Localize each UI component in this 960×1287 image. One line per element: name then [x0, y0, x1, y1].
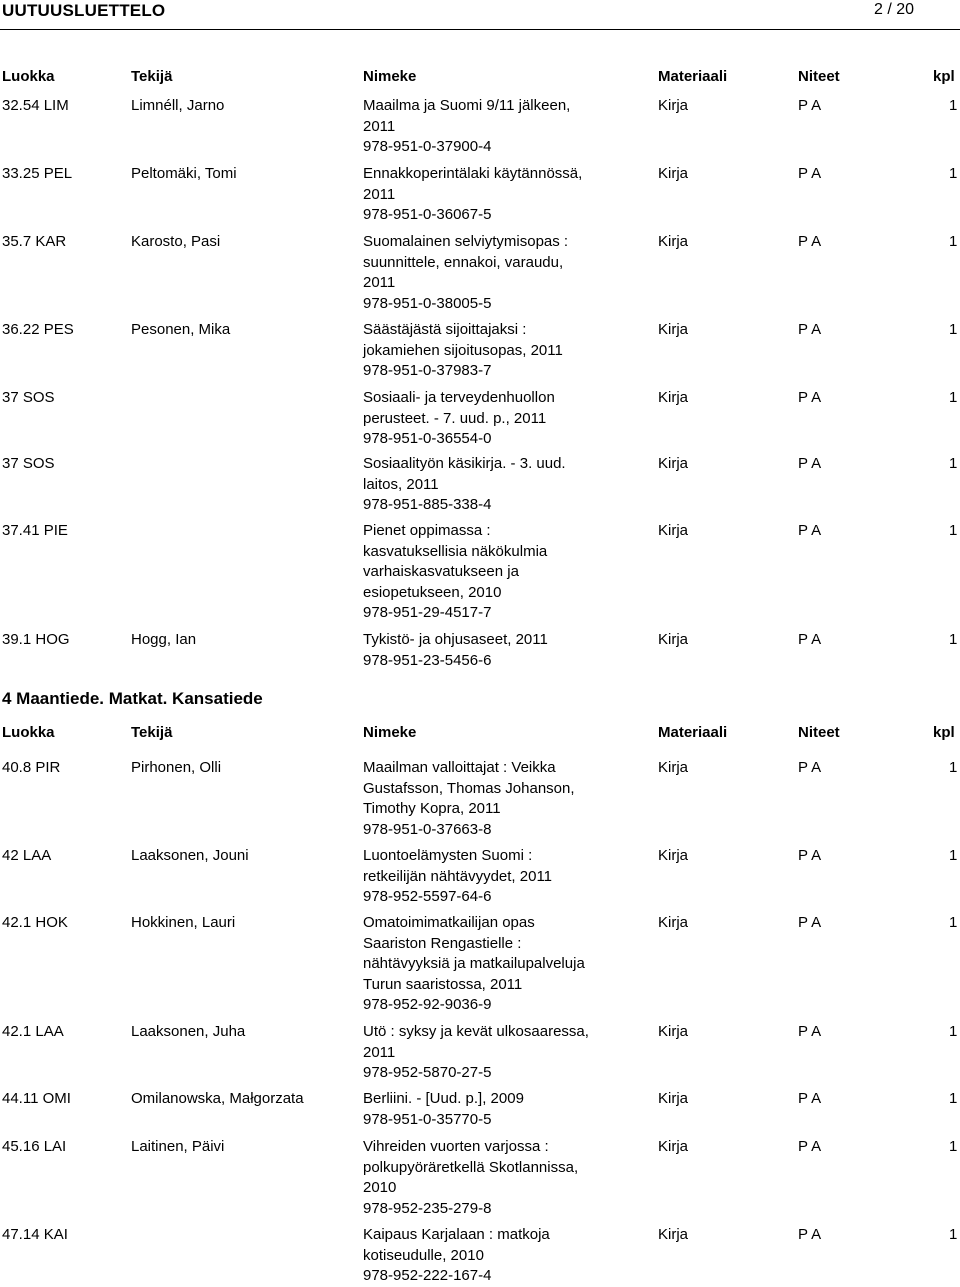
entry-author: Limnéll, Jarno	[131, 97, 225, 114]
page-number: 2 / 20	[873, 1, 914, 18]
entry-author: Hogg, Ian	[131, 631, 197, 648]
entry-title-line: Omatoimimatkailijan opas	[363, 914, 535, 931]
entry-author: Laaksonen, Juha	[131, 1023, 246, 1040]
entry-class-code: 40.8 PIR	[2, 759, 61, 776]
section-title: 4 Maantiede. Matkat. Kansatiede	[2, 689, 263, 708]
entry-title-line: Timothy Kopra, 2011	[363, 800, 501, 817]
column-header-luokka: Luokka	[2, 68, 55, 85]
entry-material: Kirja	[658, 1138, 689, 1155]
entry-quantity: 1	[949, 1138, 958, 1155]
entry-class-code: 35.7 KAR	[2, 233, 67, 250]
entry-title-line: 978-951-0-37663-8	[363, 820, 492, 838]
entry-title-line: 2011	[363, 274, 396, 291]
entry-class-code: 42.1 LAA	[2, 1023, 64, 1040]
entry-title-block	[363, 913, 643, 1016]
entry-quantity: 1	[949, 97, 958, 114]
entry-material: Kirja	[658, 847, 689, 864]
catalogue-entry	[0, 320, 960, 382]
entry-title-line: 978-952-5870-27-5	[363, 1064, 492, 1081]
entry-quantity: 1	[949, 759, 958, 776]
entry-material: Kirja	[658, 321, 689, 338]
column-header-niteet: Niteet	[798, 724, 840, 741]
entry-title-line: Luontoelämysten Suomi :	[363, 847, 533, 864]
entry-title-line: 978-951-0-36554-0	[363, 430, 492, 447]
entry-title-line: Turun saaristossa, 2011	[363, 975, 523, 993]
entry-title-block	[363, 388, 643, 450]
entry-title-line: Kaipaus Karjalaan : matkoja	[363, 1226, 550, 1243]
entry-class-code: 37.41 PIE	[2, 522, 68, 539]
column-header-tekija: Tekijä	[131, 724, 173, 741]
entry-title-line: Maailman valloittajat : Veikka	[363, 759, 556, 776]
entry-title-line: polkupyöräretkellä Skotlannissa,	[363, 1158, 579, 1176]
entry-title-line: 978-951-0-36067-5	[363, 206, 492, 223]
entry-title-line: esiopetukseen, 2010	[363, 583, 502, 601]
catalogue-entry	[0, 913, 960, 1016]
column-header-row	[0, 68, 960, 90]
entry-title-line: 2011	[363, 185, 396, 203]
entry-class-code: 32.54 LIM	[2, 97, 69, 114]
entry-title-block	[363, 846, 643, 908]
entry-material: Kirja	[658, 522, 689, 539]
entry-title-line: kasvatuksellisia näkökulmia	[363, 542, 548, 560]
entry-author: Omilanowska, Małgorzata	[131, 1090, 304, 1107]
entry-material: Kirja	[658, 914, 689, 931]
entry-title-line: nähtävyyksiä ja matkailupalveluja	[363, 955, 585, 972]
entry-class-code: 37 SOS	[2, 389, 55, 406]
entry-copies-location: P A	[798, 914, 822, 931]
column-header-kpl: kpl	[933, 724, 955, 741]
entry-copies-location: P A	[798, 759, 822, 776]
column-header-materiaali: Materiaali	[658, 68, 728, 85]
entry-title-line: Vihreiden vuorten varjossa :	[363, 1138, 549, 1155]
entry-title-block	[363, 96, 643, 158]
entry-class-code: 37 SOS	[2, 455, 55, 472]
entry-copies-location: P A	[798, 1138, 822, 1155]
entry-material: Kirja	[658, 631, 689, 648]
entry-quantity: 1	[949, 455, 958, 472]
entry-copies-location: P A	[798, 1023, 822, 1040]
entry-title-block	[363, 1137, 643, 1219]
entry-title-block	[363, 1022, 643, 1084]
entry-title-line: jokamiehen sijoitusopas, 2011	[363, 341, 563, 359]
entry-title-block	[363, 164, 643, 226]
entry-quantity: 1	[949, 389, 958, 406]
entry-title-line: varhaiskasvatukseen ja	[363, 563, 519, 580]
entry-title-line: laitos, 2011	[363, 475, 439, 493]
catalogue-entry	[0, 388, 960, 450]
entry-title-line: 978-951-0-38005-5	[363, 294, 492, 312]
entry-class-code: 44.11 OMI	[2, 1090, 71, 1107]
entry-title-line: 978-951-0-35770-5	[363, 1110, 492, 1128]
entry-title-line: 978-951-0-37900-4	[363, 138, 492, 155]
entry-quantity: 1	[949, 165, 958, 182]
entry-copies-location: P A	[798, 1090, 822, 1107]
entry-title-line: retkeilijän nähtävyydet, 2011	[363, 867, 553, 885]
entry-title-line: Ennakkoperintälaki käytännössä,	[363, 165, 583, 182]
column-header-materiaali: Materiaali	[658, 724, 728, 741]
entry-author: Pirhonen, Olli	[131, 759, 222, 776]
entry-title-block	[363, 232, 643, 314]
entry-title-line: 978-951-29-4517-7	[363, 604, 492, 621]
page-header	[0, 0, 960, 30]
entry-title-line: Gustafsson, Thomas Johanson,	[363, 779, 575, 797]
entry-copies-location: P A	[798, 522, 822, 539]
catalogue-entry	[0, 1089, 960, 1130]
catalogue-entry	[0, 164, 960, 226]
entry-title-line: Sosiaali- ja terveydenhuollon	[363, 389, 555, 406]
column-header-nimeke: Nimeke	[363, 724, 417, 741]
entry-title-block	[363, 521, 643, 624]
catalogue-entry	[0, 232, 960, 314]
entry-class-code: 36.22 PES	[2, 321, 74, 338]
entry-title-line: Berliini. - [Uud. p.], 2009	[363, 1090, 524, 1107]
entry-quantity: 1	[949, 233, 958, 250]
entry-class-code: 47.14 KAI	[2, 1226, 68, 1243]
entry-title-line: Sosiaalityön käsikirja. - 3. uud.	[363, 455, 566, 472]
entry-title-line: 2011	[363, 1043, 396, 1061]
catalogue-entry	[0, 1225, 960, 1287]
entry-title-block	[363, 758, 643, 840]
entry-title-line: suunnittele, ennakoi, varaudu,	[363, 253, 564, 271]
entry-title-line: Maailma ja Suomi 9/11 jälkeen,	[363, 97, 571, 114]
entry-author: Peltomäki, Tomi	[131, 165, 237, 182]
entry-author: Karosto, Pasi	[131, 233, 221, 250]
entry-copies-location: P A	[798, 631, 822, 648]
entry-title-line: 978-951-0-37983-7	[363, 362, 492, 379]
entry-quantity: 1	[949, 847, 958, 864]
entry-title-line: perusteet. - 7. uud. p., 2011	[363, 409, 547, 427]
entry-title-line: 2010	[363, 1179, 397, 1196]
entry-title-line: 2011	[363, 117, 396, 135]
catalogue-entry	[0, 1137, 960, 1219]
entry-material: Kirja	[658, 759, 689, 776]
entry-copies-location: P A	[798, 233, 822, 250]
entry-material: Kirja	[658, 389, 689, 406]
entry-class-code: 39.1 HOG	[2, 631, 70, 648]
entry-title-line: Saariston Rengastielle :	[363, 934, 522, 952]
document-title: UUTUUSLUETTELO	[2, 1, 166, 20]
entry-copies-location: P A	[798, 847, 822, 864]
entry-title-line: Suomalainen selviytymisopas :	[363, 233, 569, 250]
entry-title-line: 978-951-885-338-4	[363, 496, 492, 513]
column-header-niteet: Niteet	[798, 68, 840, 85]
entry-copies-location: P A	[798, 321, 822, 338]
entry-class-code: 42 LAA	[2, 847, 52, 864]
entry-material: Kirja	[658, 455, 689, 472]
entry-author: Pesonen, Mika	[131, 321, 231, 338]
entry-copies-location: P A	[798, 1226, 822, 1243]
entry-title-block	[363, 1225, 643, 1287]
entry-title-block	[363, 454, 643, 516]
entry-title-line: Säästäjästä sijoittajaksi :	[363, 321, 527, 338]
column-header-kpl: kpl	[933, 68, 955, 85]
column-header-tekija: Tekijä	[131, 68, 173, 85]
catalogue-entry	[0, 96, 960, 158]
catalogue-entry	[0, 1022, 960, 1084]
entry-author: Hokkinen, Lauri	[131, 914, 236, 931]
entry-copies-location: P A	[798, 97, 822, 114]
entry-material: Kirja	[658, 97, 689, 114]
entry-title-line: Utö : syksy ja kevät ulkosaaressa,	[363, 1023, 589, 1040]
entry-title-line: 978-951-23-5456-6	[363, 651, 492, 669]
entry-material: Kirja	[658, 165, 689, 182]
entry-class-code: 33.25 PEL	[2, 165, 73, 182]
column-header-row	[0, 724, 960, 746]
entry-copies-location: P A	[798, 455, 822, 472]
entry-title-line: Tykistö- ja ohjusaseet, 2011	[363, 631, 548, 648]
entry-title-line: 978-952-5597-64-6	[363, 888, 492, 905]
entry-class-code: 42.1 HOK	[2, 914, 68, 931]
catalogue-entry	[0, 521, 960, 624]
catalogue-entry	[0, 454, 960, 516]
header-rule	[0, 29, 960, 30]
entry-material: Kirja	[658, 233, 689, 250]
entry-material: Kirja	[658, 1023, 689, 1040]
column-header-nimeke: Nimeke	[363, 68, 417, 85]
catalogue-entry	[0, 630, 960, 671]
entry-copies-location: P A	[798, 165, 822, 182]
catalogue-entry	[0, 846, 960, 908]
entry-quantity: 1	[949, 631, 958, 648]
entry-title-line: Pienet oppimassa :	[363, 522, 491, 539]
entry-author: Laaksonen, Jouni	[131, 847, 249, 864]
column-header-luokka: Luokka	[2, 724, 55, 741]
entry-class-code: 45.16 LAI	[2, 1138, 67, 1155]
entry-quantity: 1	[949, 1090, 958, 1107]
entry-quantity: 1	[949, 321, 958, 338]
entry-title-line: 978-952-92-9036-9	[363, 996, 492, 1013]
entry-title-block	[363, 1089, 643, 1130]
entry-quantity: 1	[949, 914, 958, 931]
entry-quantity: 1	[949, 1023, 958, 1040]
entry-author: Laitinen, Päivi	[131, 1138, 225, 1155]
entry-title-block	[363, 320, 643, 382]
entry-quantity: 1	[949, 522, 958, 539]
entry-quantity: 1	[949, 1226, 958, 1243]
entry-title-block	[363, 630, 643, 671]
entry-title-line: 978-952-222-167-4	[363, 1267, 492, 1284]
entry-title-line: kotiseudulle, 2010	[363, 1246, 484, 1264]
entry-material: Kirja	[658, 1226, 689, 1243]
catalogue-entry	[0, 758, 960, 840]
entry-copies-location: P A	[798, 389, 822, 406]
entry-title-line: 978-952-235-279-8	[363, 1199, 492, 1217]
entry-material: Kirja	[658, 1090, 689, 1107]
